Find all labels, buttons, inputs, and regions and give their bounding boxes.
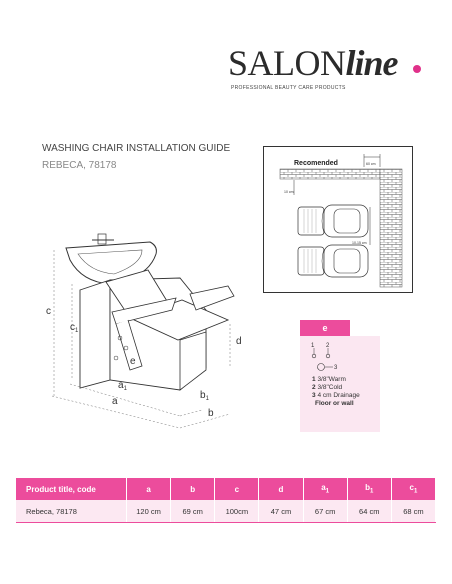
chair-top-view-2 xyxy=(298,245,368,277)
table-row xyxy=(16,500,436,523)
dim-c1-label: $c_1$ xyxy=(70,322,79,334)
legend-floor-note: Floor or wall xyxy=(315,400,354,407)
conn-num-3: 3 xyxy=(334,365,338,371)
recommended-layout-diagram xyxy=(264,147,414,294)
legend-item-drainage: 3 4 cm Drainage xyxy=(312,392,360,399)
col-header-a1: $a_1$ xyxy=(303,478,347,500)
connections-header: e xyxy=(300,320,350,336)
brand-name-script: line xyxy=(345,43,398,83)
dim-a-label: a xyxy=(112,396,118,407)
brand-name-caps: SALON xyxy=(228,43,346,83)
connections-legend xyxy=(312,376,360,408)
dim-c-label: c xyxy=(46,306,51,317)
cell-c1: 68 cm xyxy=(391,500,435,523)
dim-right-label: 10-15 cm xyxy=(352,241,367,245)
chair-top-view-1 xyxy=(298,205,368,237)
conn-num-1: 1 xyxy=(311,343,315,349)
back-wall xyxy=(280,169,380,179)
col-header-b1: $b_1$ xyxy=(347,478,391,500)
col-header-a: a xyxy=(127,478,171,500)
cell-a1: 67 cm xyxy=(303,500,347,523)
legend-item-warm: 1 3/8"Warm xyxy=(312,376,346,383)
chair-drawing xyxy=(30,220,260,430)
dim-b1-label: $b_1$ xyxy=(200,390,209,402)
recommended-title: Recomended xyxy=(294,160,338,167)
cell-product: Rebeca, 78178 xyxy=(16,500,127,523)
cold-inlet-icon xyxy=(326,354,330,358)
recommended-layout-box xyxy=(263,146,413,293)
brand-dot-icon xyxy=(413,65,421,73)
dimensions-table xyxy=(16,478,436,523)
cell-b1: 64 cm xyxy=(347,500,391,523)
col-header-c1: $c_1$ xyxy=(391,478,435,500)
dim-b-label: b xyxy=(208,408,214,419)
warm-inlet-icon xyxy=(312,354,316,358)
dim-top-label: 60 cm xyxy=(366,162,376,166)
conn-num-2: 2 xyxy=(326,343,330,349)
cell-b: 69 cm xyxy=(171,500,215,523)
table-header-row xyxy=(16,478,436,500)
brand-tagline: PROFESSIONAL BEAUTY CARE PRODUCTS xyxy=(231,85,346,91)
side-wall xyxy=(380,169,402,287)
col-header-d: d xyxy=(259,478,303,500)
drain-icon xyxy=(318,364,325,371)
brand-logo xyxy=(228,42,428,102)
col-header-product: Product title, code xyxy=(16,478,127,500)
col-header-c: c xyxy=(215,478,259,500)
guide-title: WASHING CHAIR INSTALLATION GUIDE xyxy=(42,143,231,154)
dim-d-label: d xyxy=(236,336,242,347)
cell-d: 47 cm xyxy=(259,500,303,523)
cell-a: 120 cm xyxy=(127,500,171,523)
dim-left-label: 10 cm xyxy=(284,190,294,194)
chair-diagram xyxy=(30,220,260,430)
cell-c: 100cm xyxy=(215,500,259,523)
legend-item-cold: 2 3/8"Cold xyxy=(312,384,343,391)
connections-diagram xyxy=(306,336,346,376)
guide-model: REBECA, 78178 xyxy=(42,160,117,171)
brand-name xyxy=(228,42,398,84)
dim-a1-label: $a_1$ xyxy=(118,380,127,392)
dim-e-label: e xyxy=(130,356,136,367)
col-header-b: b xyxy=(171,478,215,500)
